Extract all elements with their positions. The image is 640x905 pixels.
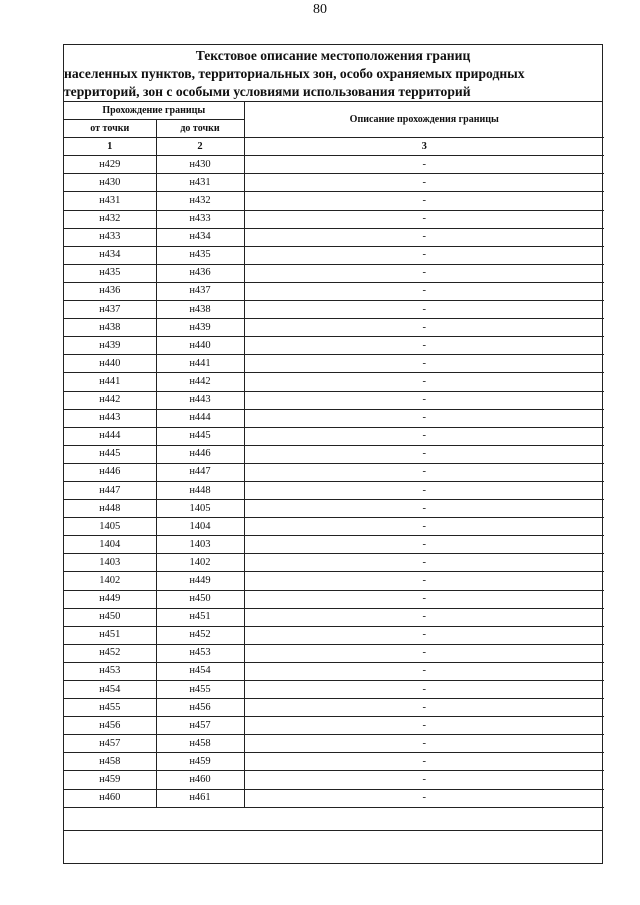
cell-to: н438 [156,301,244,319]
table-row [64,771,604,789]
cell-desc: - [244,789,604,807]
cell-to: н444 [156,409,244,427]
header-from: от точки [64,120,156,138]
cell-from: н457 [64,735,156,753]
cell-desc: - [244,301,604,319]
cell-desc: - [244,391,604,409]
table-row [64,445,604,463]
cell-from: н446 [64,463,156,481]
cell-desc: - [244,427,604,445]
cell-to: н454 [156,662,244,680]
cell-desc: - [244,662,604,680]
cell-to: н443 [156,391,244,409]
cell-desc: - [244,590,604,608]
table-row [64,572,604,590]
cell-from: н448 [64,500,156,518]
header-row-numbers [64,138,604,156]
cell-from: н439 [64,337,156,355]
cell-to: н452 [156,626,244,644]
table-row [64,246,604,264]
cell-to: н449 [156,572,244,590]
table-row [64,590,604,608]
header-row-1 [64,102,604,120]
cell-desc: - [244,409,604,427]
cell-to: н433 [156,210,244,228]
cell-to: 1404 [156,518,244,536]
cell-desc: - [244,572,604,590]
page-number: 80 [313,2,327,17]
cell-to: н442 [156,373,244,391]
table-row [64,210,604,228]
cell-from: н441 [64,373,156,391]
header-boundary: Прохождение границы [64,102,244,120]
cell-to: н460 [156,771,244,789]
cell-desc: - [244,210,604,228]
cell-to: н439 [156,319,244,337]
cell-from: н444 [64,427,156,445]
table-row [64,282,604,300]
table-row [64,156,604,174]
cell-from: н454 [64,681,156,699]
cell-from: н459 [64,771,156,789]
cell-from: н429 [64,156,156,174]
table-row [64,337,604,355]
cell-desc: - [244,156,604,174]
cell-desc: - [244,228,604,246]
cell-to: н430 [156,156,244,174]
cell-to: н447 [156,463,244,481]
table-row [64,409,604,427]
cell-to: 1403 [156,536,244,554]
cell-to: н434 [156,228,244,246]
cell-to: 1402 [156,554,244,572]
cell-from: 1405 [64,518,156,536]
table-row [64,301,604,319]
cell-desc: - [244,192,604,210]
cell-desc: - [244,536,604,554]
table-row [64,717,604,735]
cell-from: н456 [64,717,156,735]
cell-desc: - [244,554,604,572]
header-col-3: 3 [244,138,604,156]
table-row [64,463,604,481]
cell-to: н435 [156,246,244,264]
cell-desc: - [244,753,604,771]
cell-to: н453 [156,644,244,662]
cell-from: н434 [64,246,156,264]
cell-from: н445 [64,445,156,463]
table-row [64,644,604,662]
table-footer-blank [64,830,602,863]
cell-from: н449 [64,590,156,608]
cell-desc: - [244,626,604,644]
table-row [64,681,604,699]
cell-from: н458 [64,753,156,771]
cell-from: 1402 [64,572,156,590]
header-description: Описание прохождения границы [244,102,604,138]
cell-from: н430 [64,174,156,192]
table-row [64,662,604,680]
table-row [64,427,604,445]
cell-desc: - [244,355,604,373]
table-row [64,608,604,626]
table-row [64,174,604,192]
table-row [64,481,604,499]
cell-desc: - [244,681,604,699]
cell-from: н437 [64,301,156,319]
cell-from: н436 [64,282,156,300]
table-row [64,753,604,771]
cell-to: н436 [156,264,244,282]
boundary-table [64,102,604,808]
document-sheet [63,44,603,864]
table-row [64,699,604,717]
cell-to: н450 [156,590,244,608]
table-row [64,192,604,210]
cell-to: н440 [156,337,244,355]
cell-to: н457 [156,717,244,735]
header-col-1: 1 [64,138,156,156]
cell-from: н455 [64,699,156,717]
cell-to: н437 [156,282,244,300]
cell-from: н433 [64,228,156,246]
cell-to: н448 [156,481,244,499]
table-row [64,626,604,644]
cell-desc: - [244,282,604,300]
cell-desc: - [244,463,604,481]
cell-desc: - [244,481,604,499]
cell-from: 1404 [64,536,156,554]
cell-to: н446 [156,445,244,463]
cell-from: н460 [64,789,156,807]
cell-from: н442 [64,391,156,409]
cell-desc: - [244,373,604,391]
cell-to: н456 [156,699,244,717]
cell-desc: - [244,518,604,536]
table-row [64,319,604,337]
cell-from: н431 [64,192,156,210]
cell-desc: - [244,771,604,789]
title-line-3: территорий, зон с особыми условиями использования территорий [64,84,471,99]
header-col-2: 2 [156,138,244,156]
header-to: до точки [156,120,244,138]
table-row [64,554,604,572]
cell-from: 1403 [64,554,156,572]
title-line-1: Текстовое описание местоположения границ [195,48,471,63]
cell-from: н452 [64,644,156,662]
cell-desc: - [244,337,604,355]
table-row [64,228,604,246]
table-row [64,500,604,518]
cell-to: н441 [156,355,244,373]
title-line-2: населенных пунктов, территориальных зон, особо охраняемых природных [64,66,525,81]
table-row [64,391,604,409]
cell-to: н445 [156,427,244,445]
cell-desc: - [244,264,604,282]
cell-from: н447 [64,481,156,499]
cell-from: н438 [64,319,156,337]
cell-from: н440 [64,355,156,373]
cell-desc: - [244,319,604,337]
cell-desc: - [244,608,604,626]
table-row [64,789,604,807]
cell-desc: - [244,699,604,717]
document-title [64,45,602,102]
cell-from: н450 [64,608,156,626]
table-row [64,264,604,282]
table-row [64,735,604,753]
cell-to: н432 [156,192,244,210]
cell-to: н459 [156,753,244,771]
table-row [64,536,604,554]
cell-desc: - [244,644,604,662]
cell-desc: - [244,717,604,735]
cell-from: н453 [64,662,156,680]
cell-desc: - [244,500,604,518]
cell-from: н451 [64,626,156,644]
cell-from: н443 [64,409,156,427]
cell-to: н431 [156,174,244,192]
cell-to: н455 [156,681,244,699]
cell-to: н461 [156,789,244,807]
cell-desc: - [244,246,604,264]
cell-to: н458 [156,735,244,753]
cell-desc: - [244,735,604,753]
cell-to: 1405 [156,500,244,518]
cell-from: н435 [64,264,156,282]
table-row [64,373,604,391]
table-row [64,518,604,536]
table-row [64,355,604,373]
cell-to: н451 [156,608,244,626]
cell-desc: - [244,174,604,192]
cell-desc: - [244,445,604,463]
cell-from: н432 [64,210,156,228]
